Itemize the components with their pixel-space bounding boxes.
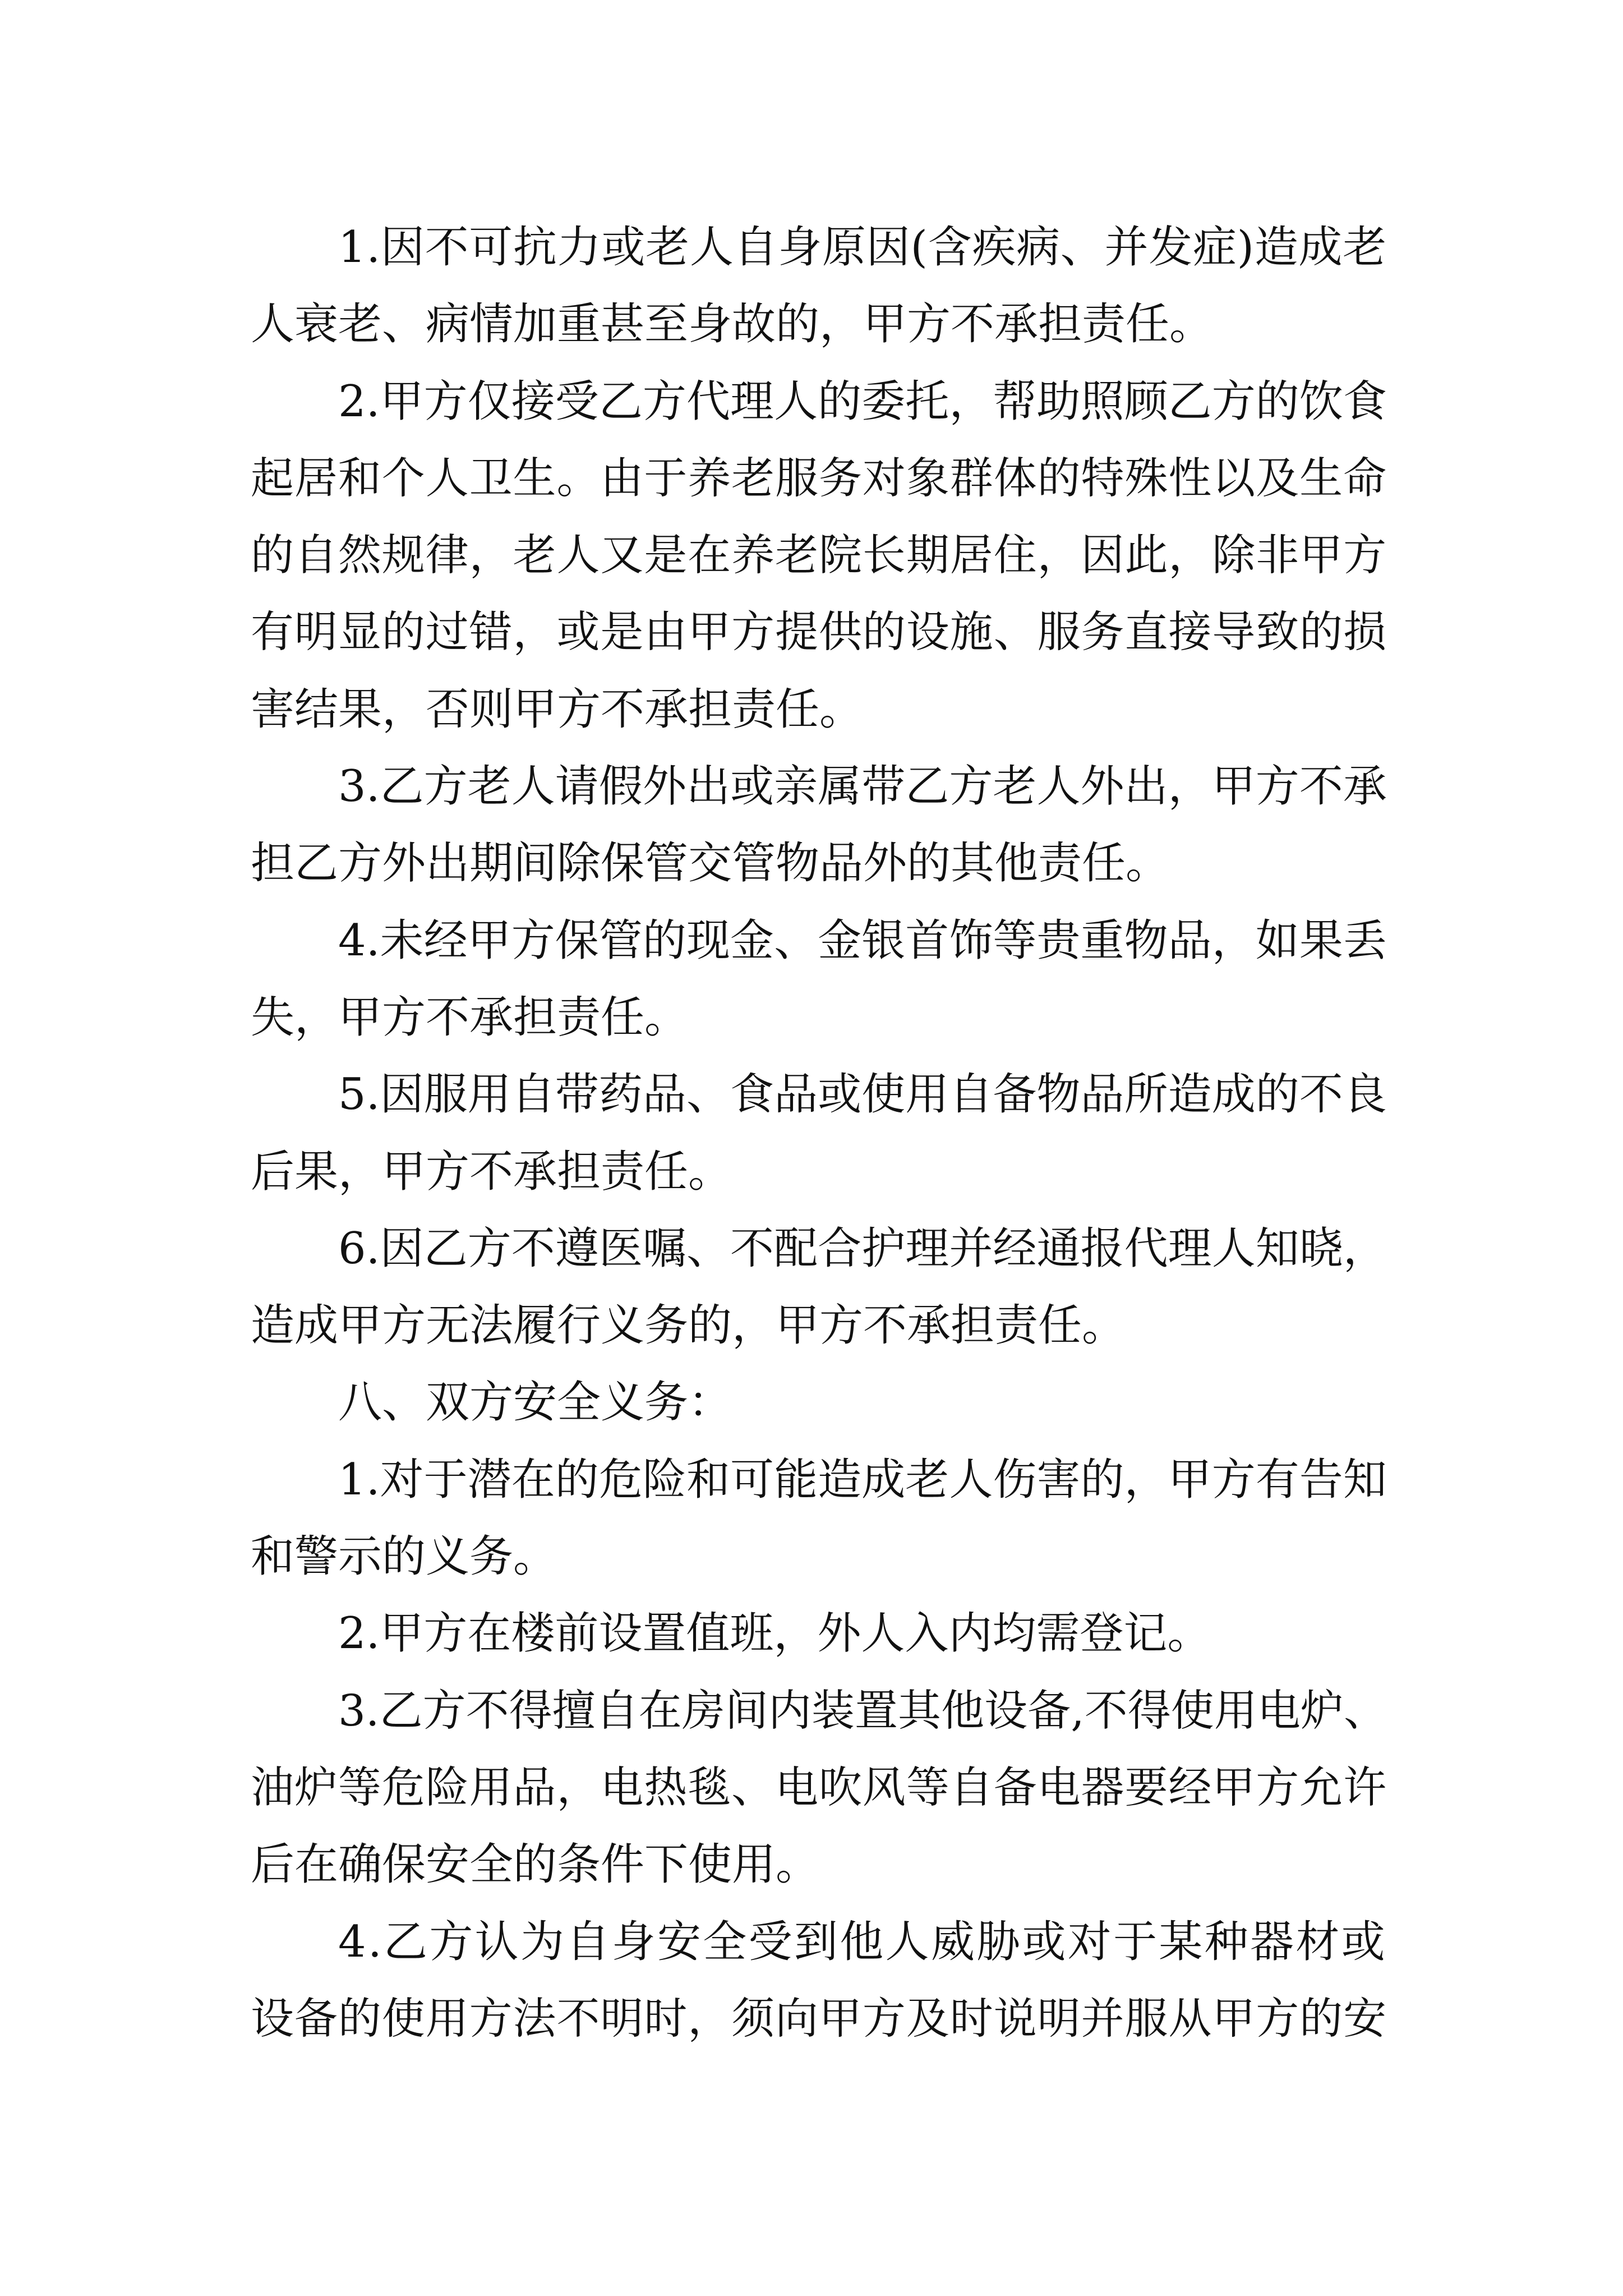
text-line-content: 油炉等危险用品，电热毯、电吹风等自备电器要经甲方允许 bbox=[251, 1763, 1387, 1813]
text-line bbox=[251, 671, 1387, 748]
text-line bbox=[251, 1904, 1387, 1981]
text-line-content: 起居和个人卫生。由于养老服务对象群体的特殊性以及生命 bbox=[251, 453, 1387, 504]
text-line bbox=[251, 825, 1387, 902]
paragraph bbox=[251, 1904, 1387, 2058]
text-line-content: 2.甲方仅接受乙方代理人的委托，帮助照顾乙方的饮食 bbox=[338, 376, 1387, 427]
text-line-content: 后在确保安全的条件下使用。 bbox=[251, 1839, 820, 1890]
text-line bbox=[251, 440, 1387, 517]
paragraph bbox=[251, 1442, 1387, 1596]
text-line bbox=[251, 517, 1387, 594]
text-line bbox=[251, 1981, 1387, 2058]
paragraph bbox=[251, 748, 1387, 903]
text-line-content: 4.乙方认为自身安全受到他人威胁或对于某种器材或 bbox=[338, 1916, 1387, 1967]
paragraph bbox=[251, 1211, 1387, 1365]
text-line-content: 5.因服用自带药品、食品或使用自备物品所造成的不良 bbox=[338, 1069, 1387, 1120]
text-line bbox=[251, 1056, 1387, 1133]
text-line-content: 6.因乙方不遵医嘱、不配合护理并经通报代理人知晓， bbox=[338, 1223, 1387, 1274]
text-line-content: 八、双方安全义务： bbox=[338, 1377, 732, 1428]
text-line-content: 害结果，否则甲方不承担责任。 bbox=[251, 684, 864, 735]
text-line bbox=[251, 1519, 1387, 1595]
paragraph bbox=[251, 1364, 1387, 1441]
text-line-content: 造成甲方无法履行义务的，甲方不承担责任。 bbox=[251, 1300, 1126, 1351]
text-line bbox=[251, 1364, 1387, 1441]
paragraph bbox=[251, 1595, 1387, 1672]
paragraph bbox=[251, 1056, 1387, 1211]
text-line bbox=[251, 1134, 1387, 1211]
text-line bbox=[251, 1211, 1387, 1287]
text-line bbox=[251, 748, 1387, 825]
text-line-content: 失，甲方不承担责任。 bbox=[251, 992, 689, 1043]
paragraph bbox=[251, 1673, 1387, 1904]
text-line bbox=[251, 903, 1387, 979]
text-line-content: 有明显的过错，或是由甲方提供的设施、服务直接导致的损 bbox=[251, 608, 1387, 658]
text-line bbox=[251, 209, 1387, 286]
text-line bbox=[251, 979, 1387, 1056]
document-body bbox=[251, 209, 1387, 2058]
text-line bbox=[251, 364, 1387, 440]
text-line-content: 4.未经甲方保管的现金、金银首饰等贵重物品，如果丢 bbox=[338, 915, 1387, 966]
text-line bbox=[251, 1673, 1387, 1750]
text-line-content: 2.甲方在楼前设置值班，外人入内均需登记。 bbox=[338, 1608, 1211, 1659]
text-line bbox=[251, 1442, 1387, 1519]
paragraph bbox=[251, 364, 1387, 748]
text-line-content: 设备的使用方法不明时，须向甲方及时说明并服从甲方的安 bbox=[251, 1994, 1387, 2044]
text-line-content: 和警示的义务。 bbox=[251, 1531, 557, 1582]
text-line bbox=[251, 1595, 1387, 1672]
text-line-content: 1.对于潜在的危险和可能造成老人伤害的，甲方有告知 bbox=[338, 1454, 1387, 1505]
text-line-content: 担乙方外出期间除保管交管物品外的其他责任。 bbox=[251, 838, 1170, 889]
text-line bbox=[251, 286, 1387, 363]
text-line-content: 1.因不可抗力或老人自身原因(含疾病、并发症)造成老 bbox=[338, 222, 1387, 273]
text-line-content: 3.乙方老人请假外出或亲属带乙方老人外出，甲方不承 bbox=[338, 761, 1387, 812]
text-line-content: 后果，甲方不承担责任。 bbox=[251, 1146, 732, 1197]
text-line bbox=[251, 1287, 1387, 1364]
text-line bbox=[251, 594, 1387, 671]
text-line-content: 3.乙方不得擅自在房间内装置其他设备,不得使用电炉、 bbox=[338, 1686, 1387, 1736]
text-line bbox=[251, 1826, 1387, 1903]
paragraph bbox=[251, 903, 1387, 1057]
paragraph bbox=[251, 209, 1387, 364]
text-line bbox=[251, 1750, 1387, 1826]
text-line-content: 的自然规律，老人又是在养老院长期居住，因此，除非甲方 bbox=[251, 531, 1387, 581]
text-line-content: 人衰老、病情加重甚至身故的，甲方不承担责任。 bbox=[251, 299, 1214, 350]
